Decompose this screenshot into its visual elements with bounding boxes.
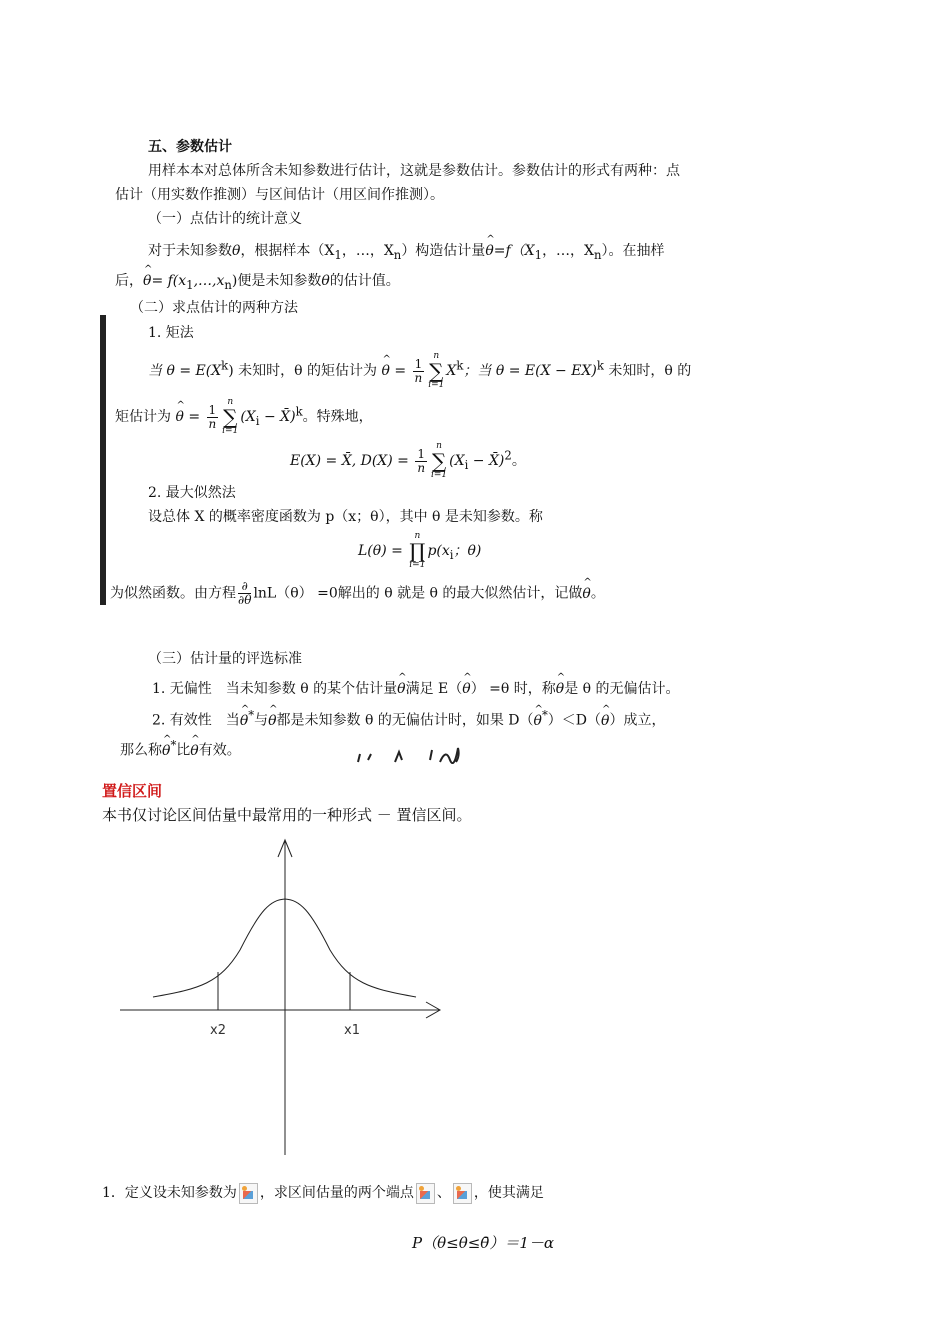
mle-line-2 [110,580,605,607]
criterion-unbiased [152,678,680,698]
product-symbol [409,532,425,570]
sum-sign: ∑ [429,359,444,383]
text: 为似然函数。由方程 [110,585,236,602]
text: 后， [115,273,143,289]
fraction-1-over-n [413,358,425,385]
text: = [389,363,411,379]
text: 那么称 [120,742,162,759]
theta-hat: ^ θ [143,273,151,289]
text: 与 [254,712,269,729]
method-1-title: 1. 矩法 [148,325,194,341]
superscript: k [456,358,464,373]
numerator: 1 [417,446,425,461]
text: ) 未知时，θ 的矩估计为 [228,363,382,379]
superscript: * [170,738,177,752]
ci-definition [102,1182,544,1204]
text: L(θ) = [358,543,408,559]
numerator: 1 [208,402,217,417]
theta-hat: ^ θ [175,409,183,425]
text: ；当 θ = E(X − EX) [463,363,597,379]
text: ，求区间估量的两个端点 [259,1185,414,1201]
superscript: 2 [504,448,512,463]
subscript: 1 [534,247,543,262]
denominator: n [208,416,217,431]
text: 。 [590,585,605,602]
text: ,…,x [193,273,225,289]
text: 1．定义设未知参数为 [102,1185,237,1201]
theta-hat: ^ θ [556,681,564,697]
sum-bottom: i=1 [431,470,448,480]
text: 的估计值。 [329,273,400,289]
scan-edge-shadow [100,315,106,605]
text: 是 θ 的无偏估计。 [564,681,680,697]
partial-derivative [238,580,251,607]
text: ）成立， [609,712,666,729]
point-estimate-line-2 [115,270,400,292]
text: p(x [427,543,450,559]
theta-symbol: θ [232,243,241,259]
numerator: ∂ [238,580,251,594]
prod-bottom: i=1 [409,560,426,570]
prod-sign: ∏ [409,539,426,563]
theta-hat: ^ θ [485,243,493,259]
sum-top: n [436,441,442,451]
ci-heading: 置信区间 [102,782,163,800]
text: 有效。 [198,742,241,759]
criterion-efficiency [152,708,665,730]
moment-line-2 [115,398,373,436]
text: 1. 无偏性 当未知参数 θ 的某个估计量 [152,681,398,697]
normal-curve-graph [110,835,450,1160]
text: ）。在抽样 [601,243,665,259]
theta-symbol: θ [321,273,330,289]
section-heading: 五、参数估计 [148,139,232,155]
moment-line-3 [290,442,526,480]
theta-hat: ^ θ [534,713,542,729]
text: ；θ) [453,543,482,559]
superscript: * [248,708,255,722]
subscript: 1 [334,247,342,262]
text: 。 [511,453,526,469]
text: X [446,363,457,379]
theta-hat: ^ θ [601,713,609,729]
ci-probability-formula: P（θ≤θ≤θ̄）＝1－α [412,1234,554,1252]
theta-hat: ^ θ [268,713,276,729]
text: 未知时，θ 的 [603,363,692,379]
sum-symbol [428,352,444,390]
sum-bottom: i=1 [428,380,445,390]
superscript: k [295,404,303,419]
theta-hat: ^ θ [397,681,405,697]
handwriting-scribble [340,742,530,764]
ci-intro: 本书仅讨论区间估量中最常用的一种形式 － 置信区间。 [102,806,472,824]
broken-image-icon [453,1183,472,1204]
text: )便是未知参数 [231,273,322,289]
sum-bottom: i=1 [222,426,239,436]
subscript: n [393,247,402,262]
text: 。特殊地， [302,409,373,425]
text: ，…，X [341,243,394,259]
text: ，…，X [542,243,595,259]
text: (X [449,453,465,469]
subscript: i [449,547,454,562]
superscript: * [541,708,548,722]
theta-hat: ^ θ [382,363,390,379]
text: 比 [176,742,191,759]
subscript: n [224,277,232,292]
text: 都是未知参数 θ 的无偏估计时，如果 D（ [276,712,534,729]
subheading-2: （二）求点估计的两种方法 [130,300,298,316]
text: E(X) = X̄, D(X) = [290,453,414,469]
text: ）＜D（ [547,712,602,729]
theta-hat: ^ θ [462,681,470,697]
text: − X̄) [468,453,505,469]
theta-hat: ^ θ [240,713,248,729]
theta-hat: ^ θ [190,743,198,759]
likelihood-formula [358,532,481,570]
text: 、 [436,1185,451,1201]
text: lnL（θ） =0解出的 θ 就是 θ 的最大似然估计，记做 [253,585,583,602]
criterion-efficiency-cont [120,738,241,760]
sum-sign: ∑ [431,449,447,473]
sum-top: n [227,397,234,407]
subscript: n [594,247,602,262]
sum-top: n [433,351,440,361]
superscript: k [221,358,229,373]
moment-line-1 [148,352,691,390]
fraction-1-over-n [207,404,219,431]
subheading-3: （三）估计量的评选标准 [148,651,302,667]
text: = f(x [151,273,187,289]
point-estimate-line-1 [148,240,665,262]
text: ，根据样本（X [240,243,335,259]
sum-sign: ∑ [223,405,238,429]
label-x2: x2 [210,1023,226,1038]
broken-image-icon [239,1183,258,1204]
subscript: i [255,413,260,428]
subscript: i [464,457,469,472]
superscript: k [596,358,604,373]
label-x1: x1 [344,1023,360,1038]
text: =f（X [493,243,535,259]
text: 对于未知参数 [148,243,232,259]
text: (X [240,409,256,425]
text: 当 θ = E(X [148,363,222,379]
mle-line-1: 设总体 X 的概率密度函数为 p（x；θ），其中 θ 是未知参数。称 [148,509,543,525]
subscript: 1 [186,277,194,292]
text: ） =θ 时，称 [470,681,556,697]
intro-line-2: 估计（用实数作推测）与区间估计（用区间作推测）。 [115,187,444,203]
method-2-title: 2. 最大似然法 [148,485,236,501]
prod-top: n [414,531,421,541]
text: 矩估计为 [115,409,176,425]
text: − X̄) [259,409,296,425]
theta-hat: ^ θ [162,743,170,759]
theta-hat: ^ θ [582,586,590,602]
sum-symbol [431,442,447,480]
intro-line-1: 用样本本对总体所含未知参数进行估计，这就是参数估计。参数估计的形式有两种：点 [148,163,680,179]
denominator: n [414,370,423,385]
subheading-1: （一）点估计的统计意义 [148,211,302,227]
sum-symbol [222,398,238,436]
denominator: ∂θ [238,593,252,607]
text: 2. 有效性 当 [152,712,240,729]
broken-image-icon [416,1183,435,1204]
text: ，使其满足 [473,1185,544,1201]
numerator: 1 [414,356,423,371]
text: 满足 E（ [405,681,463,697]
text: ）构造估计量 [401,243,486,259]
denominator: n [417,460,426,475]
fraction-1-over-n [415,448,427,475]
text: = [183,409,205,425]
